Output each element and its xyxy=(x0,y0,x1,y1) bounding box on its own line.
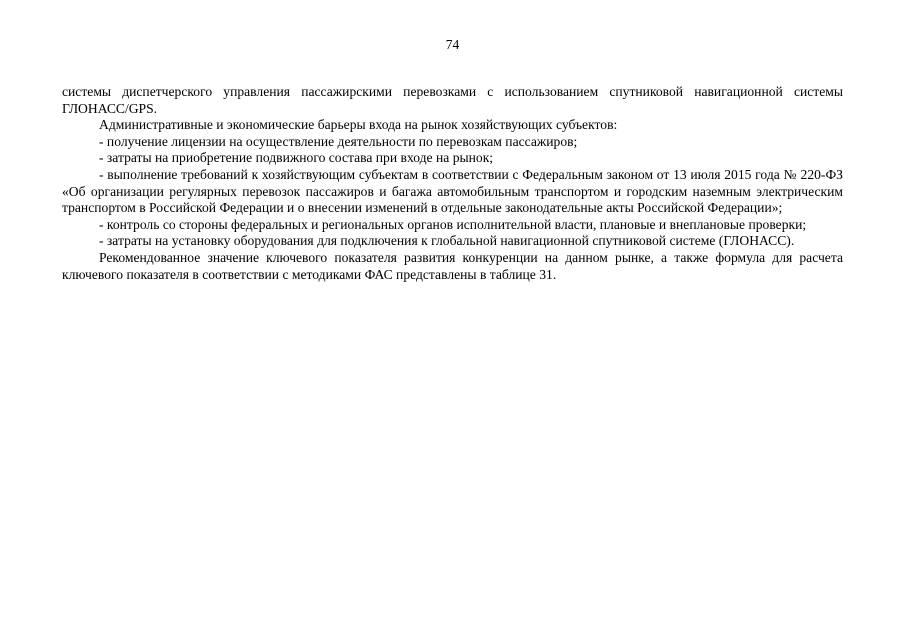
list-item: - затраты на установку оборудования для подключения к глобальной навигационной спутниковой системе (ГЛОНАСС). xyxy=(99,233,795,249)
list-item: - выполнение требований к хозяйствующим субъектам в соответствии с Федеральным законом от 13 июля 2015 года № 220-ФЗ «Об организации регулярных перевозок пассажиров и багажа автомобильным транспортом и городским наземным электрическим транспортом в Российской Федерации и о внесении изменений в отдельные законодательные акты Российской Федерации»; xyxy=(62,166,843,216)
paragraph: Административные и экономические барьеры входа на рынок хозяйствующих субъектов: xyxy=(99,117,618,133)
document-body xyxy=(62,84,843,283)
list-item: - затраты на приобретение подвижного состава при входе на рынок; xyxy=(99,150,494,166)
page-number: 74 xyxy=(445,37,460,52)
list-item: - получение лицензии на осуществление деятельности по перевозкам пассажиров; xyxy=(99,133,578,149)
list-item: - контроль со стороны федеральных и региональных органов исполнительной власти, плановые и внеплановые проверки; xyxy=(99,216,807,232)
paragraph: Рекомендованное значение ключевого показателя развития конкуренции на данном рынке, а также формула для расчета ключевого показателя в соответствии с методиками ФАС представлены в таблице 31. xyxy=(62,249,843,282)
paragraph: системы диспетчерского управления пассажирскими перевозками с использованием спутниковой навигационной системы ГЛОНАСС/GPS. xyxy=(62,84,843,116)
